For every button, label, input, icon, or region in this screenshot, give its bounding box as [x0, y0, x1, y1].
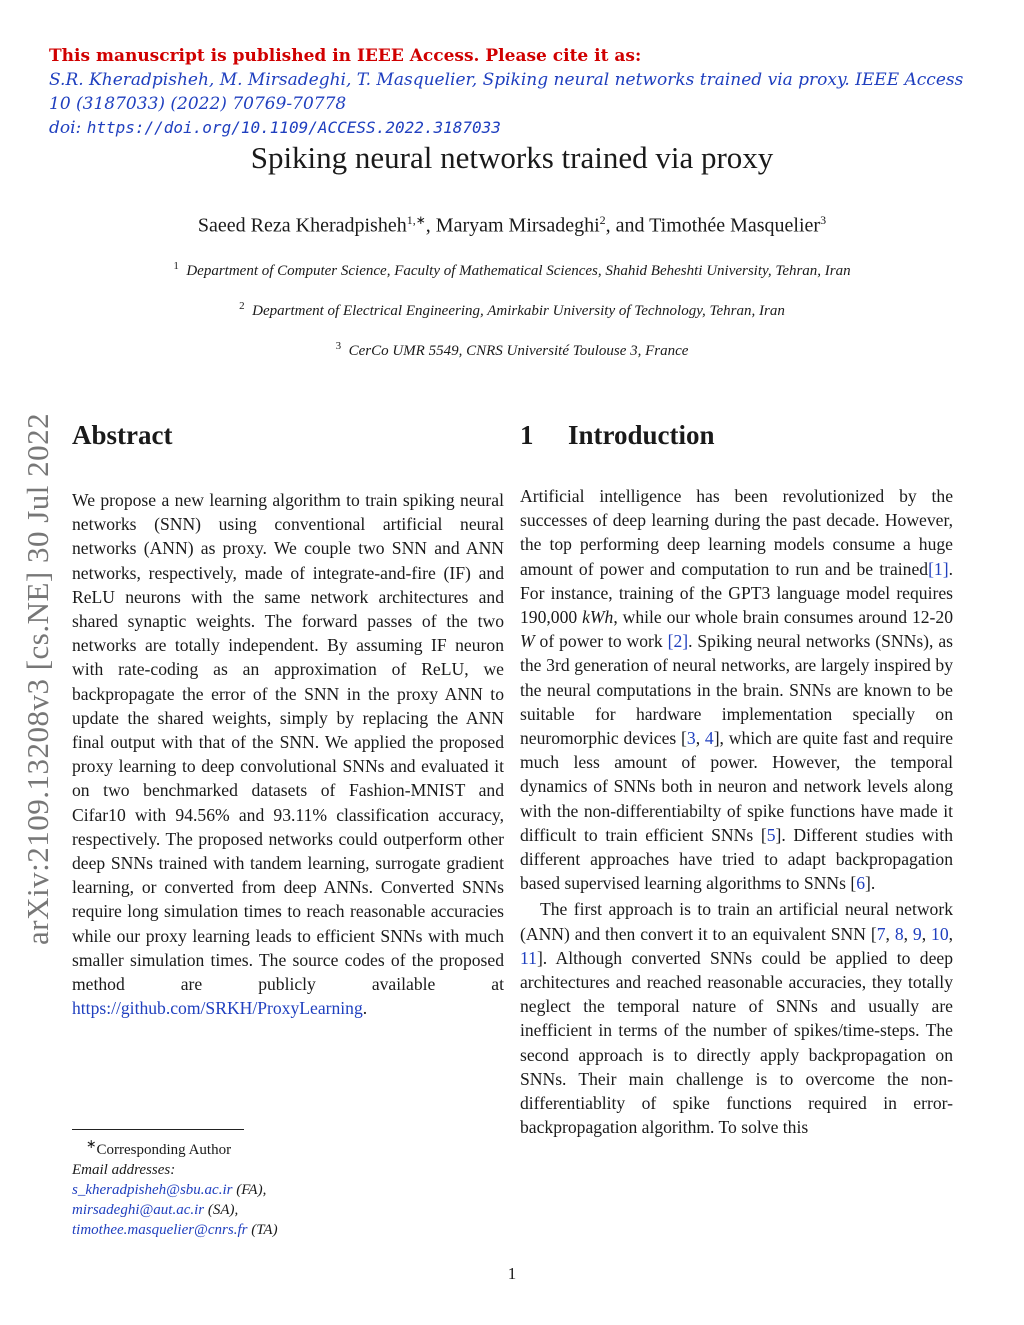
- unit-watt: W: [520, 631, 535, 652]
- intro-text: ,: [903, 923, 913, 944]
- affiliation-2-mark: 2: [239, 300, 245, 312]
- intro-text: ,: [921, 923, 932, 944]
- intro-text: Artificial intelligence has been revolutionized by the successes of deep learning during the past decade. However, the top performing deep learning models consume a huge amount of power and computation to run and be trained: [520, 486, 953, 579]
- email-link[interactable]: s_kheradpisheh@sbu.ac.ir: [72, 1182, 233, 1198]
- author-3: Timothée Masquelier: [649, 214, 821, 237]
- abstract-heading: Abstract: [72, 420, 173, 450]
- citation-link[interactable]: 6: [856, 873, 865, 894]
- affiliation-2-text: Department of Electrical Engineering, Amirkabir University of Technology, Tehran, Iran: [252, 303, 785, 319]
- introduction-column: [520, 420, 953, 1139]
- intro-text: ], which are quite fast and require much less amount of power. However, the temporal dynamics of SNNs both in neuron and network levels along with the non-differentiabilty of spike functions have made it difficult to train efficient SNNs [: [520, 728, 954, 845]
- intro-paragraph-1: [520, 484, 953, 895]
- intro-text: ,: [948, 923, 954, 944]
- intro-text: ,: [695, 728, 705, 749]
- intro-text: ]. Different studies with different approaches have tried to adapt backpropagation based supervised learning algorithms to SNNs [: [520, 824, 953, 894]
- author-2: Maryam Mirsadeghi: [435, 214, 600, 237]
- email-link[interactable]: timothee.masquelier@cnrs.fr: [72, 1222, 248, 1238]
- email-link[interactable]: mirsadeghi@aut.ac.ir: [72, 1202, 205, 1218]
- author-separator: ,: [425, 214, 436, 237]
- affiliation-3: [0, 340, 1024, 360]
- intro-text: ,: [885, 923, 895, 944]
- abstract-body: We propose a new learning algorithm to train spiking neural networks (SNN) using conventional artificial neural networks (ANN) as proxy. We couple two SNN and ANN networks, respectively, made of integrate-and-fire (IF) and ReLU neurons with the same network architectures and shared synaptic weights. The forward passes of the two networks are totally independent. By assuming IF neuron with rate-coding as an approximation of ReLU, we backpropagate the error of the SNN in the proxy ANN to update the shared weights, simply by replacing the ANN final output with that of the SNN. We applied the proposed proxy learning to deep convolutional SNNs and evaluated it on two benchmarked datasets of Fashion-MNIST and Cifar10 with 94.56% and 93.11% classification accuracy, respectively. The proposed networks could outperform other deep SNNs trained with tandem learning, surrogate gradient learning, or converted from deep ANNs. Converted SNNs require long simulation times to reach reasonable accuracies while our proxy learning leads to efficient SNNs with much smaller simulation times. The source codes of the proposed method are publicly available at: [72, 490, 504, 995]
- page-number: 1: [507, 1264, 517, 1283]
- introduction-heading: [520, 420, 953, 464]
- notice-citation: S.R. Kheradpisheh, M. Mirsadeghi, T. Masquelier, Spiking neural networks trained via proxy. IEEE Access 10 (3187033) (2022) 70769-70778: [49, 70, 964, 114]
- notice-doi: [49, 116, 979, 140]
- intro-text: The first approach is to train an artificial neural network (ANN) and then convert it to an equivalent SNN [: [520, 899, 953, 944]
- paper-title: Spiking neural networks trained via proxy: [250, 140, 774, 175]
- affiliation-1-text: Department of Computer Science, Faculty of Mathematical Sciences, Shahid Beheshti University, Tehran, Iran: [186, 263, 851, 279]
- intro-text: , while our whole brain consumes around 12-20: [613, 607, 953, 628]
- email-tag: (SA),: [204, 1202, 239, 1218]
- author-separator: , and: [605, 214, 650, 237]
- affiliation-1: [0, 260, 1024, 280]
- citation-link[interactable]: 7: [876, 923, 886, 944]
- affiliation-3-mark: 3: [335, 340, 342, 352]
- author-list: [0, 213, 1024, 238]
- intro-text: ]. Although converted SNNs could be applied to deep architectures and reached reasonable accuracies, they totally neglect the temporal nature of SNNs and usually are inefficient in terms of the number of spikes/time-steps. The second approach is to directly apply backpropagation on SNNs. Their main challenge is to overcome the non-differentiablity of spike functions required in error-backpropagation algorithm. To solve this: [520, 947, 953, 1138]
- github-link[interactable]: https://github.com/SRKH/ProxyLearning: [72, 998, 363, 1019]
- abstract-text: [72, 488, 504, 1020]
- email-item: [72, 1180, 372, 1200]
- author-3-mark: 3: [820, 213, 827, 227]
- intro-text: of power to work: [534, 631, 668, 652]
- citation-link[interactable]: 11: [520, 947, 537, 968]
- arxiv-stamp: arXiv:2109.13208v3 [cs.NE] 30 Jul 2022: [20, 412, 55, 945]
- email-label: [72, 1160, 372, 1180]
- email-label-text: Email addresses:: [72, 1162, 176, 1178]
- intro-text: . For instance, training of the GPT3 language model requires 190,000: [520, 558, 953, 628]
- abstract-end: .: [362, 998, 368, 1019]
- author-1-mark: 1,∗: [406, 213, 426, 227]
- footnote-divider: [72, 1129, 244, 1130]
- author-2-mark: 2: [599, 213, 606, 227]
- notice-heading: This manuscript is published in IEEE Access. Please cite it as:: [49, 46, 642, 66]
- affiliation-2: [0, 300, 1024, 320]
- doi-link[interactable]: https://doi.org/10.1109/ACCESS.2022.3187033: [86, 118, 501, 137]
- abstract-column: [72, 420, 504, 1020]
- intro-text: . Spiking neural networks (SNNs), as the 3rd generation of neural networks, are largely inspired by the neural computations in the brain. SNNs are known to be suitable for hardware implementation specially on neuromorphic devices [: [520, 631, 953, 749]
- affiliation-1-mark: 1: [173, 260, 179, 272]
- unit-kwh: kWh: [582, 607, 614, 628]
- citation-notice: [49, 44, 979, 140]
- footnote: [72, 1134, 372, 1240]
- citation-link[interactable]: 9: [912, 923, 922, 944]
- corresponding-author-note: [72, 1134, 372, 1160]
- affiliation-3-text: CerCo UMR 5549, CNRS Université Toulouse 3, France: [348, 343, 689, 359]
- footnote-mark: ∗: [86, 1137, 97, 1151]
- citation-link[interactable]: 8: [894, 923, 904, 944]
- citation-link[interactable]: 5: [766, 824, 776, 845]
- intro-text: ].: [864, 873, 876, 894]
- email-item: [72, 1220, 372, 1240]
- intro-paragraph-2: [520, 897, 953, 1139]
- citation-link[interactable]: [2]: [667, 631, 689, 652]
- citation-link[interactable]: [1]: [928, 558, 949, 579]
- citation-link[interactable]: 3: [686, 728, 696, 749]
- doi-label: doi:: [49, 118, 82, 138]
- citation-link[interactable]: 4: [704, 728, 714, 749]
- citation-link[interactable]: 10: [931, 923, 949, 944]
- author-1: Saeed Reza Kheradpisheh: [197, 214, 407, 237]
- email-item: [72, 1200, 372, 1220]
- corresponding-label: Corresponding Author: [96, 1142, 232, 1158]
- section-number: 1: [520, 420, 534, 450]
- email-tag: (FA),: [232, 1182, 267, 1198]
- section-title: Introduction: [568, 420, 715, 450]
- email-tag: (TA): [247, 1222, 278, 1238]
